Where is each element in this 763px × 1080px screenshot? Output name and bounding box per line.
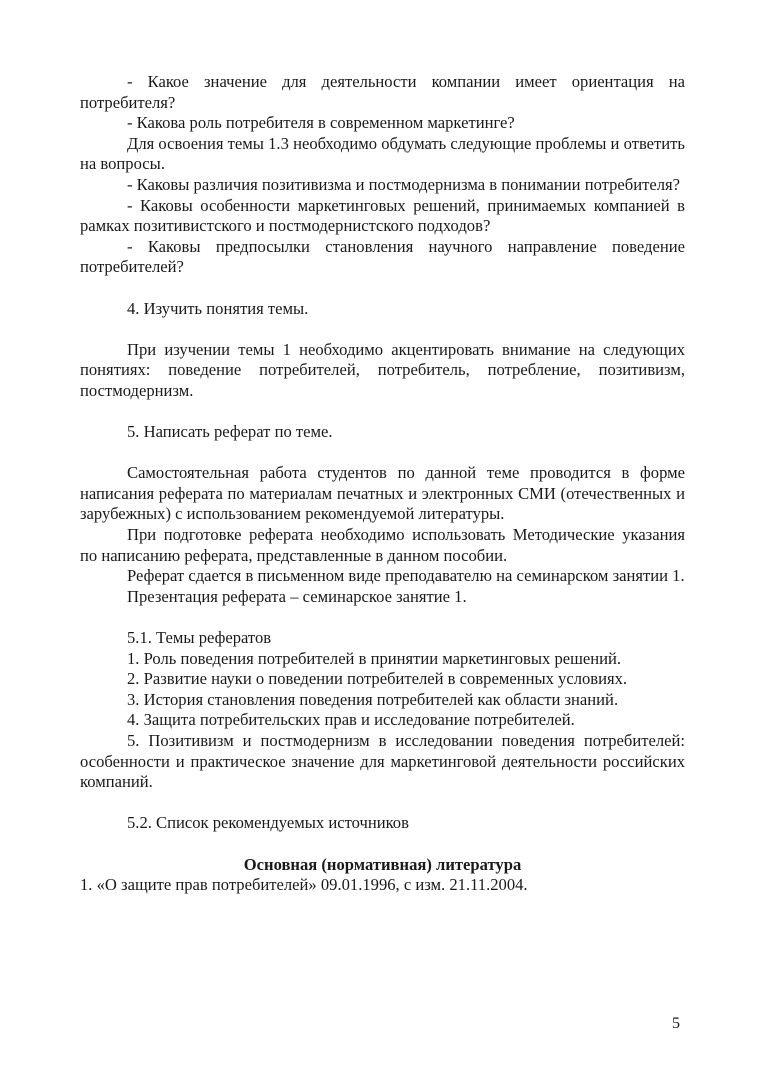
paragraph: - Какое значение для деятельности компании имеет ориентация на потребителя? [80,72,685,112]
paragraph: Для освоения темы 1.3 необходимо обдумать следующие проблемы и ответить на вопросы. [80,133,685,174]
paragraph: - Каковы различия позитивизма и постмодернизма в понимании потребителя? [127,174,680,194]
paragraph: 2. Развитие науки о поведении потребителей в современных условиях. [127,669,628,689]
paragraph-gap [80,793,685,814]
paragraph-gap [80,607,685,628]
paragraph: 5.1. Темы рефератов [127,628,272,648]
paragraph: 4. Защита потребительских прав и исследование потребителей. [127,710,575,730]
paragraph-gap [80,402,685,423]
paragraph-gap [80,443,685,464]
paragraph: 3. История становления поведения потребителей как области знаний. [127,689,619,709]
paragraph-gap [80,834,685,855]
paragraph: 5. Позитивизм и постмодернизм в исследовании поведения потребителей: особенности и практическое значение для маркетинговой деятельности российских компаний. [80,731,685,792]
paragraph: При подготовке реферата необходимо использовать Методические указания по написанию реферата, представленные в данном пособии. [80,525,685,565]
paragraph: Самостоятельная работа студентов по данной теме проводится в форме написания реферата по материалам печатных и электронных СМИ (отечественных и зарубежных) с использованием рекомендуемой литературы. [80,463,685,524]
paragraph: Реферат сдается в письменном виде преподавателю на семинарском занятии 1. [127,566,685,586]
paragraph: 4. Изучить понятия темы. [127,298,309,318]
paragraph: 5. Написать реферат по теме. [127,422,333,442]
paragraph: 1. «О защите прав потребителей» 09.01.1996, с изм. 21.11.2004. [80,875,528,895]
paragraph: - Какова роль потребителя в современном маркетинге? [127,113,515,133]
paragraph-gap [80,319,685,340]
paragraph: - Каковы предпосылки становления научного направление поведение потребителей? [80,236,685,277]
paragraph-gap [80,278,685,299]
paragraph: - Каковы особенности маркетинговых решений, принимаемых компанией в рамках позитивистского и постмодернистского подходов? [80,195,685,236]
section-heading: Основная (нормативная) литература [243,854,522,874]
paragraph: Презентация реферата – семинарское занятие 1. [127,586,467,606]
paragraph: 5.2. Список рекомендуемых источников [127,813,409,833]
document-body [80,72,685,896]
paragraph: При изучении темы 1 необходимо акцентировать внимание на следующих понятиях: поведение потребителей, потребитель, потребление, позитивизм, постмодернизм. [80,339,685,400]
paragraph: 1. Роль поведения потребителей в принятии маркетинговых решений. [127,648,622,668]
page-number: 5 [672,1015,680,1032]
